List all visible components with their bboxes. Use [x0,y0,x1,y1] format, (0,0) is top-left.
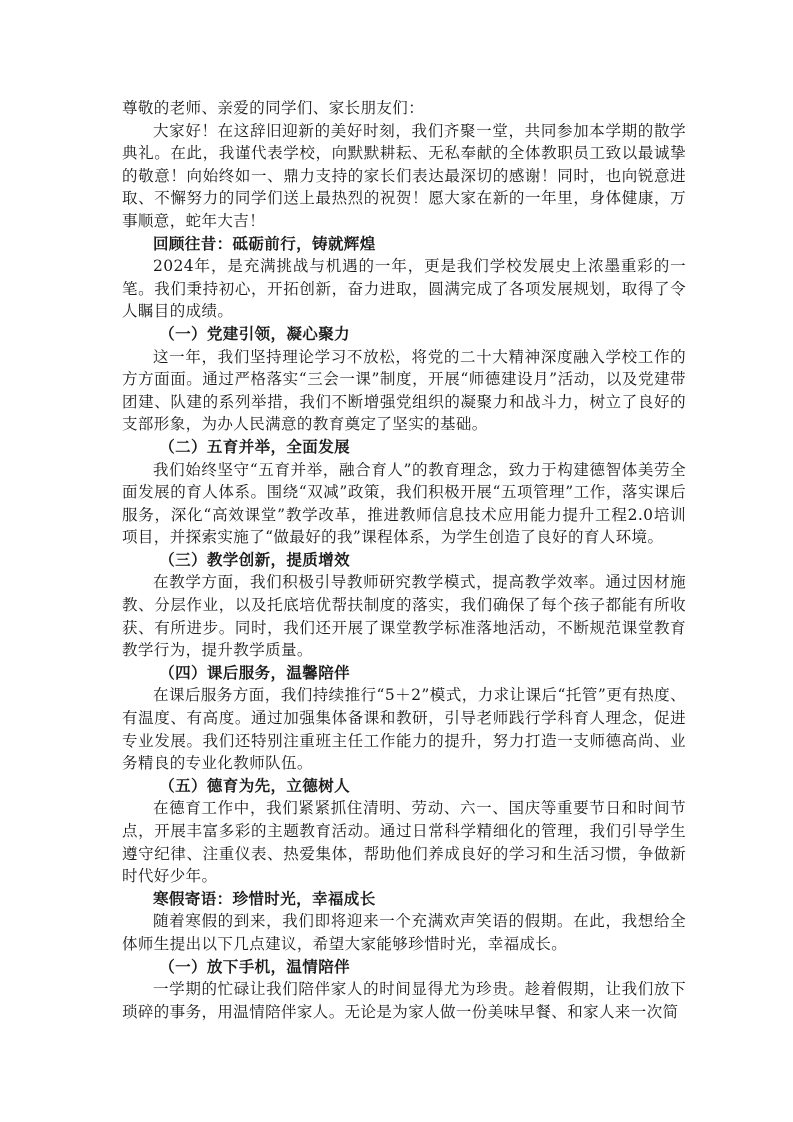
section-body-five-education: 我们始终坚守“五育并举，融合育人”的教育理念，致力于构建德智体美劳全面发展的育人体系。围绕“双减”政策，我们积极开展“五项管理”工作，落实课后服务，深化“高效课堂”教学改革，推进教师信息技术应用能力提升工程2.0培训项目，并探索实施了“做最好的我”课程体系，为学生创造了良好的育人环境。 [122,460,686,547]
intro-paragraph: 大家好！在这辞旧迎新的美好时刻，我们齐聚一堂，共同参加本学期的散学典礼。在此，我谨代表学校，向默默耕耘、无私奉献的全体教职员工致以最诚挚的敬意！向始终如一、鼎力支持的家长们表达最深切的感谢！同时，也向锐意进取、不懈努力的同学们送上最热烈的祝贺！愿大家在新的一年里，身体健康，万事顺意，蛇年大吉！ [122,121,686,230]
section-title-moral-education: （五）德育为先，立德树人 [159,775,350,795]
winter-intro-paragraph: 随着寒假的到来，我们即将迎来一个充满欢声笑语的假期。在此，我想给全体师生提出以下几点建议，希望大家能够珍惜时光，幸福成长。 [122,912,686,953]
section-title-five-education: （二）五育并举，全面发展 [159,436,350,456]
section-body-moral-education: 在德育工作中，我们紧紧抓住清明、劳动、六一、国庆等重要节日和时间节点，开展丰富多彩的主题教育活动。通过日常科学精细化的管理，我们引导学生遵守纪律、注重仪表、热爱集体，帮助他们养成良好的学习和生活习惯，争做新时代好少年。 [122,799,686,886]
section-body-put-down-phone: 一学期的忙碌让我们陪伴家人的时间显得尤为珍贵。趁着假期，让我们放下琐碎的事务，用温情陪伴家人。无论是为家人做一份美味早餐、和家人来一次简 [122,980,686,1021]
document-page [122,97,686,1023]
review-heading: 回顾往昔：砥砺前行，铸就辉煌 [153,233,376,253]
section-title-put-down-phone: （一）放下手机，温情陪伴 [159,956,350,976]
section-body-after-school: 在课后服务方面，我们持续推行“5＋2”模式，力求让课后“托管”更有热度、有温度、有高度。通过加强集体备课和教研，引导老师践行学科育人理念，促进专业发展。我们还特别注重班主任工作能力的提升，努力打造一支师德高尚、业务精良的专业化教师队伍。 [122,686,686,773]
section-body-party-building: 这一年，我们坚持理论学习不放松，将党的二十大精神深度融入学校工作的方方面面。通过严格落实“三会一课”制度，开展“师德建设月”活动，以及党建带团建、队建的系列举措，我们不断增强党组织的凝聚力和战斗力，树立了良好的支部形象，为办人民满意的教育奠定了坚实的基础。 [122,347,686,434]
salutation: 尊敬的老师、亲爱的同学们、家长朋友们： [122,99,425,117]
section-title-after-school: （四）课后服务，温馨陪伴 [159,662,350,682]
review-intro-paragraph: 2024年，是充满挑战与机遇的一年，更是我们学校发展史上浓墨重彩的一笔。我们秉持初心，开拓创新，奋力进取，圆满完成了各项发展规划，取得了令人瞩目的成绩。 [122,257,686,321]
section-body-teaching-innovation: 在教学方面，我们积极引导教师研究教学模式，提高教学效率。通过因材施教、分层作业，以及托底培优帮扶制度的落实，我们确保了每个孩子都能有所收获、有所进步。同时，我们还开展了课堂教学标准落地活动，不断规范课堂教育教学行为，提升教学质量。 [122,573,686,660]
section-title-party-building: （一）党建引领，凝心聚力 [159,323,350,343]
winter-heading: 寒假寄语：珍惜时光，幸福成长 [153,888,376,908]
section-title-teaching-innovation: （三）教学创新，提质增效 [159,549,350,569]
